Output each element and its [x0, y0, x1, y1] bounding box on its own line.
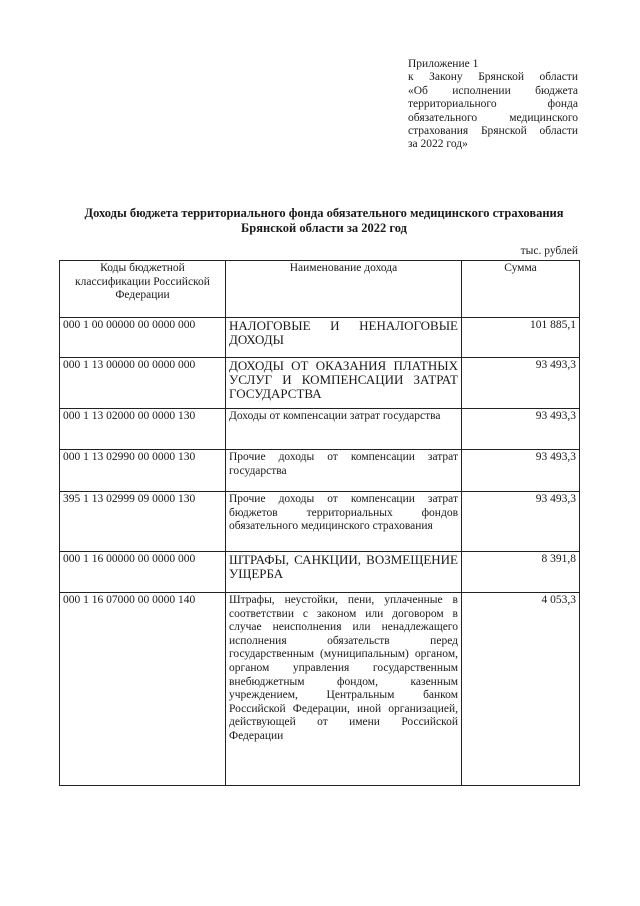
unit-label: тыс. рублей: [520, 245, 578, 257]
table-row: [60, 492, 580, 552]
revenue-table: [59, 260, 580, 786]
row-name: Прочие доходы от компенсации затрат бюджетов территориальных фондов обязательного медицинского страхования: [226, 492, 462, 552]
table-row: [60, 358, 580, 409]
row-name: НАЛОГОВЫЕ И НЕНАЛОГОВЫЕ ДОХОДЫ: [226, 318, 462, 358]
table-row: [60, 409, 580, 450]
row-sum: 8 391,8: [462, 552, 580, 593]
appendix-line: обязательного медицинского: [408, 111, 578, 124]
table-row: [60, 552, 580, 593]
row-code: 000 1 16 00000 00 0000 000: [60, 552, 226, 593]
row-sum: 93 493,3: [462, 450, 580, 492]
appendix-line: «Об исполнении бюджета: [408, 84, 578, 97]
table-row: [60, 593, 580, 786]
row-name: Прочие доходы от компенсации затрат государства: [226, 450, 462, 492]
row-code: 000 1 13 02000 00 0000 130: [60, 409, 226, 450]
row-name: Штрафы, неустойки, пени, уплаченные в соответствии с законом или договором в случае неисполнения или ненадлежащего исполнения обязательств перед государственным (муниципальным) органом, органом управления государственным внебюджетным фондом, казенным учреждением, Центральным банком Российской Федерации, иной организацией, действующей от имени Российской Федерации: [226, 593, 462, 786]
appendix-line: страхования Брянской области: [408, 125, 578, 138]
appendix-line: к Закону Брянской области: [408, 71, 578, 84]
table-row: [60, 450, 580, 492]
table-row: [60, 318, 580, 358]
row-sum: 93 493,3: [462, 358, 580, 409]
row-code: 000 1 13 00000 00 0000 000: [60, 358, 226, 409]
row-code: 000 1 16 07000 00 0000 140: [60, 593, 226, 786]
row-name: ДОХОДЫ ОТ ОКАЗАНИЯ ПЛАТНЫХ УСЛУГ И КОМПЕНСАЦИИ ЗАТРАТ ГОСУДАРСТВА: [226, 358, 462, 409]
row-code: 000 1 00 00000 00 0000 000: [60, 318, 226, 358]
appendix-line: Приложение 1: [408, 58, 479, 70]
appendix-line: территориального фонда: [408, 98, 578, 111]
title-line-1: Доходы бюджета территориального фонда обязательного медицинского страхования: [84, 206, 564, 220]
document-title: [60, 206, 588, 236]
row-sum: 93 493,3: [462, 492, 580, 552]
row-name: Доходы от компенсации затрат государства: [226, 409, 462, 450]
table-header-row: [60, 261, 580, 318]
row-sum: 93 493,3: [462, 409, 580, 450]
title-line-2: Брянской области за 2022 год: [241, 221, 407, 235]
appendix-note: [408, 58, 578, 152]
header-name: Наименование дохода: [226, 261, 462, 318]
row-sum: 101 885,1: [462, 318, 580, 358]
appendix-line: за 2022 год»: [408, 138, 468, 151]
header-code: Коды бюджетной классификации Российской Федерации: [60, 261, 226, 318]
row-code: 395 1 13 02999 09 0000 130: [60, 492, 226, 552]
row-name: ШТРАФЫ, САНКЦИИ, ВОЗМЕЩЕНИЕ УЩЕРБА: [226, 552, 462, 593]
header-sum: Сумма: [462, 261, 580, 318]
row-code: 000 1 13 02990 00 0000 130: [60, 450, 226, 492]
row-sum: 4 053,3: [462, 593, 580, 786]
